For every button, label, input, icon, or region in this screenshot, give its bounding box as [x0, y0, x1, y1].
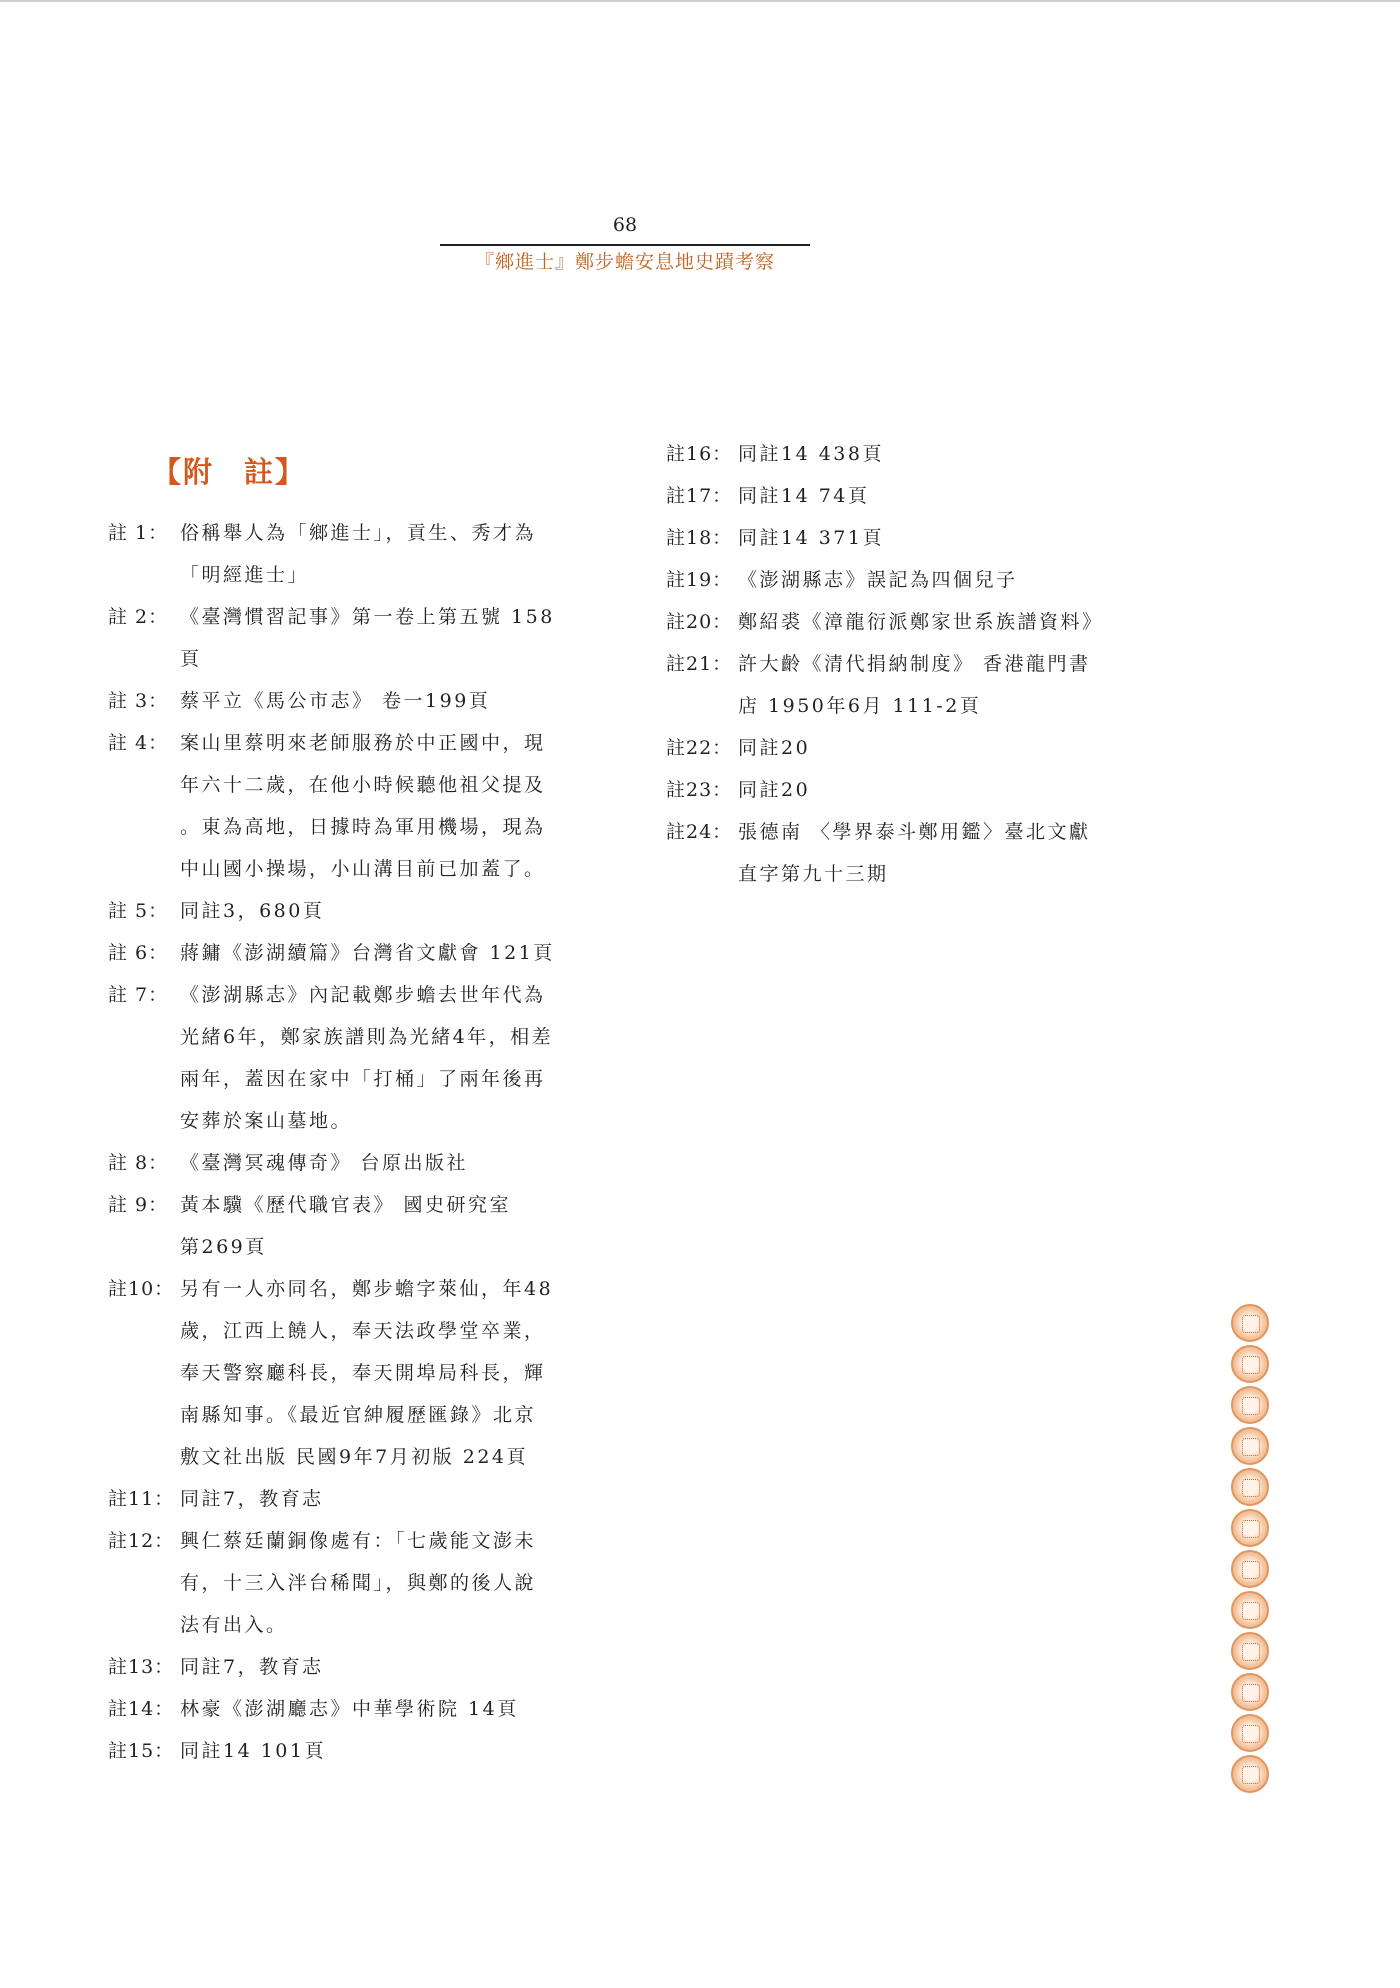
footnote-text	[738, 601, 1146, 643]
footnote-text	[180, 680, 598, 722]
footnote-label: 註17：	[666, 485, 733, 507]
footnote-text	[180, 722, 598, 890]
footnote	[108, 1478, 598, 1520]
footnote-line: 《澎湖縣志》內記載鄭步蟾去世年代為	[180, 984, 546, 1006]
page-header	[440, 212, 810, 276]
footnote-text	[180, 1520, 598, 1646]
footnote-line: 奉天警察廳科長，奉天開埠局科長，輝	[180, 1362, 546, 1384]
footnote-line: 《澎湖縣志》誤記為四個兒子	[738, 569, 1018, 591]
footnote-label: 註 1：	[108, 522, 169, 544]
footnote-label: 註24：	[666, 821, 733, 843]
footnote	[666, 643, 1146, 727]
seal-stamp-icon	[1231, 1714, 1269, 1752]
footnote-line: 興仁蔡廷蘭銅像處有：「七歲能文澎未	[180, 1530, 537, 1552]
footnote-label: 註 6：	[108, 942, 169, 964]
footnote-line: 法有出入。	[180, 1614, 288, 1636]
footnote-text	[180, 974, 598, 1142]
footnote	[108, 680, 598, 722]
seal-stamp-icon	[1231, 1550, 1269, 1588]
footnote-label: 註 3：	[108, 690, 169, 712]
footnote-line: 直字第九十三期	[738, 863, 889, 885]
section-heading	[152, 450, 306, 491]
footnote-line: 。東為高地，日據時為軍用機場，現為	[180, 816, 546, 838]
footnote-text	[180, 512, 598, 596]
footnote-line: 歲，江西上饒人，奉天法政學堂卒業，	[180, 1320, 546, 1342]
footnote-text	[180, 1688, 598, 1730]
footnote-label: 註 5：	[108, 900, 169, 922]
footnote-line: 《臺灣慣習記事》第一卷上第五號 158	[180, 606, 555, 628]
footnote	[666, 769, 1146, 811]
page-top-border	[0, 0, 1400, 2]
seal-stamp-column	[1231, 1304, 1275, 1796]
footnote-text	[738, 769, 1146, 811]
footnote-line: 黃本驥《歷代職官表》 國史研究室	[180, 1194, 512, 1216]
seal-stamp-icon	[1231, 1673, 1269, 1711]
footnote-text	[180, 890, 598, 932]
footnote-label: 註 9：	[108, 1194, 169, 1216]
footnote-line: 同註14 74頁	[738, 485, 870, 507]
footnote	[108, 512, 598, 596]
notes-right-column	[666, 433, 1146, 895]
footnote	[666, 517, 1146, 559]
seal-stamp-icon	[1231, 1755, 1269, 1793]
footnote-line: 第269頁	[180, 1236, 267, 1258]
section-heading-open: 【附	[152, 455, 215, 489]
footnote-line: 同註7，教育志	[180, 1656, 324, 1678]
footnote-line: 案山里蔡明來老師服務於中正國中，現	[180, 732, 546, 754]
footnote-line: 張德南 〈學界泰斗鄭用鑑〉臺北文獻	[738, 821, 1091, 843]
footnote	[666, 433, 1146, 475]
footnote-line: 林豪《澎湖廳志》中華學術院 14頁	[180, 1698, 519, 1720]
footnote-text	[180, 1142, 598, 1184]
footnote	[108, 1184, 598, 1268]
footnote-line: 另有一人亦同名，鄭步蟾字萊仙，年48	[180, 1278, 554, 1300]
footnote-line: 同註7，教育志	[180, 1488, 324, 1510]
footnote	[666, 601, 1146, 643]
footnote	[666, 811, 1146, 895]
footnote-label: 註 4：	[108, 732, 169, 754]
seal-stamp-icon	[1231, 1591, 1269, 1629]
footnote-line: 年六十二歲，在他小時候聽他祖父提及	[180, 774, 546, 796]
footnote-text	[180, 1478, 598, 1520]
footnote-label: 註13：	[108, 1656, 175, 1678]
footnote-text	[738, 727, 1146, 769]
footnote	[108, 1268, 598, 1478]
footnote-label: 註23：	[666, 779, 733, 801]
seal-stamp-icon	[1231, 1345, 1269, 1383]
footnote-text	[180, 1646, 598, 1688]
footnote-line: 同註14 101頁	[180, 1740, 326, 1762]
footnote-line: 鄭紹裘《漳龍衍派鄭家世系族譜資料》	[738, 611, 1104, 633]
section-heading-close: 註】	[244, 455, 307, 489]
seal-stamp-icon	[1231, 1509, 1269, 1547]
footnote	[108, 890, 598, 932]
footnote-line: 俗稱舉人為「鄉進士」，貢生、秀才為	[180, 522, 537, 544]
footnote-line: 有，十三入泮台稀聞」，與鄭的後人說	[180, 1572, 537, 1594]
footnote-line: 店 1950年6月 111-2頁	[738, 695, 982, 717]
footnote-line: 蔡平立《馬公市志》 卷一199頁	[180, 690, 491, 712]
header-rule	[440, 244, 810, 246]
footnote-text	[738, 517, 1146, 559]
footnote-line: 蔣鏞《澎湖續篇》台灣省文獻會 121頁	[180, 942, 555, 964]
footnote-line: 同註20	[738, 737, 811, 759]
footnote-line: 南縣知事。《最近官紳履歷匯錄》北京	[180, 1404, 537, 1426]
footnote-label: 註22：	[666, 737, 733, 759]
seal-stamp-icon	[1231, 1427, 1269, 1465]
footnote	[108, 932, 598, 974]
footnote	[108, 1688, 598, 1730]
footnote-line: 同註14 438頁	[738, 443, 884, 465]
footnote-line: 同註14 371頁	[738, 527, 884, 549]
footnote-text	[738, 559, 1146, 601]
footnote-text	[180, 1268, 598, 1478]
footnote	[108, 1730, 598, 1772]
footnote-text	[180, 596, 598, 680]
footnote-label: 註12：	[108, 1530, 175, 1552]
footnote	[666, 559, 1146, 601]
notes-left-column	[108, 512, 598, 1772]
footnote-label: 註14：	[108, 1698, 175, 1720]
footnote-label: 註10：	[108, 1278, 175, 1300]
footnote-label: 註 2：	[108, 606, 169, 628]
footnote-text	[738, 811, 1146, 895]
footnote-text	[180, 1730, 598, 1772]
footnote-label: 註 7：	[108, 984, 169, 1006]
footnote	[666, 727, 1146, 769]
footnote	[108, 722, 598, 890]
footnote-line: 許大齡《清代捐納制度》 香港龍門書	[738, 653, 1091, 675]
footnote	[666, 475, 1146, 517]
footnote-label: 註16：	[666, 443, 733, 465]
seal-stamp-icon	[1231, 1468, 1269, 1506]
footnote	[108, 596, 598, 680]
footnote-line: 中山國小操場，小山溝目前已加蓋了。	[180, 858, 546, 880]
footnote	[108, 1646, 598, 1688]
footnote-line: 《臺灣冥魂傳奇》 台原出版社	[180, 1152, 469, 1174]
footnote-label: 註11：	[108, 1488, 175, 1510]
footnote-line: 同註20	[738, 779, 811, 801]
footnote-text	[738, 643, 1146, 727]
footnote	[108, 1520, 598, 1646]
seal-stamp-icon	[1231, 1386, 1269, 1424]
seal-stamp-icon	[1231, 1632, 1269, 1670]
footnote-label: 註 8：	[108, 1152, 169, 1174]
footnote-text	[180, 1184, 598, 1268]
footnote-label: 註20：	[666, 611, 733, 633]
footnote-line: 「明經進士」	[180, 564, 310, 586]
footnote-line: 安葬於案山墓地。	[180, 1110, 353, 1132]
footnote-label: 註18：	[666, 527, 733, 549]
footnote-label: 註15：	[108, 1740, 175, 1762]
footnote-text	[180, 932, 598, 974]
footnote	[108, 1142, 598, 1184]
footnote-line: 同註3，680頁	[180, 900, 325, 922]
footnote-text	[738, 475, 1146, 517]
footnote-label: 註19：	[666, 569, 733, 591]
footnote-label: 註21：	[666, 653, 733, 675]
footnote-text	[738, 433, 1146, 475]
footnote	[108, 974, 598, 1142]
running-title: 『鄉進士』鄭步蟾安息地史蹟考察	[474, 251, 775, 273]
footnote-line: 兩年，蓋因在家中「打桶」了兩年後再	[180, 1068, 546, 1090]
page-number: 68	[612, 214, 638, 236]
footnote-line: 敷文社出版 民國9年7月初版 224頁	[180, 1446, 529, 1468]
footnote-line: 光緒6年，鄭家族譜則為光緒4年，相差	[180, 1026, 554, 1048]
seal-stamp-icon	[1231, 1304, 1269, 1342]
footnote-line: 頁	[180, 648, 202, 670]
